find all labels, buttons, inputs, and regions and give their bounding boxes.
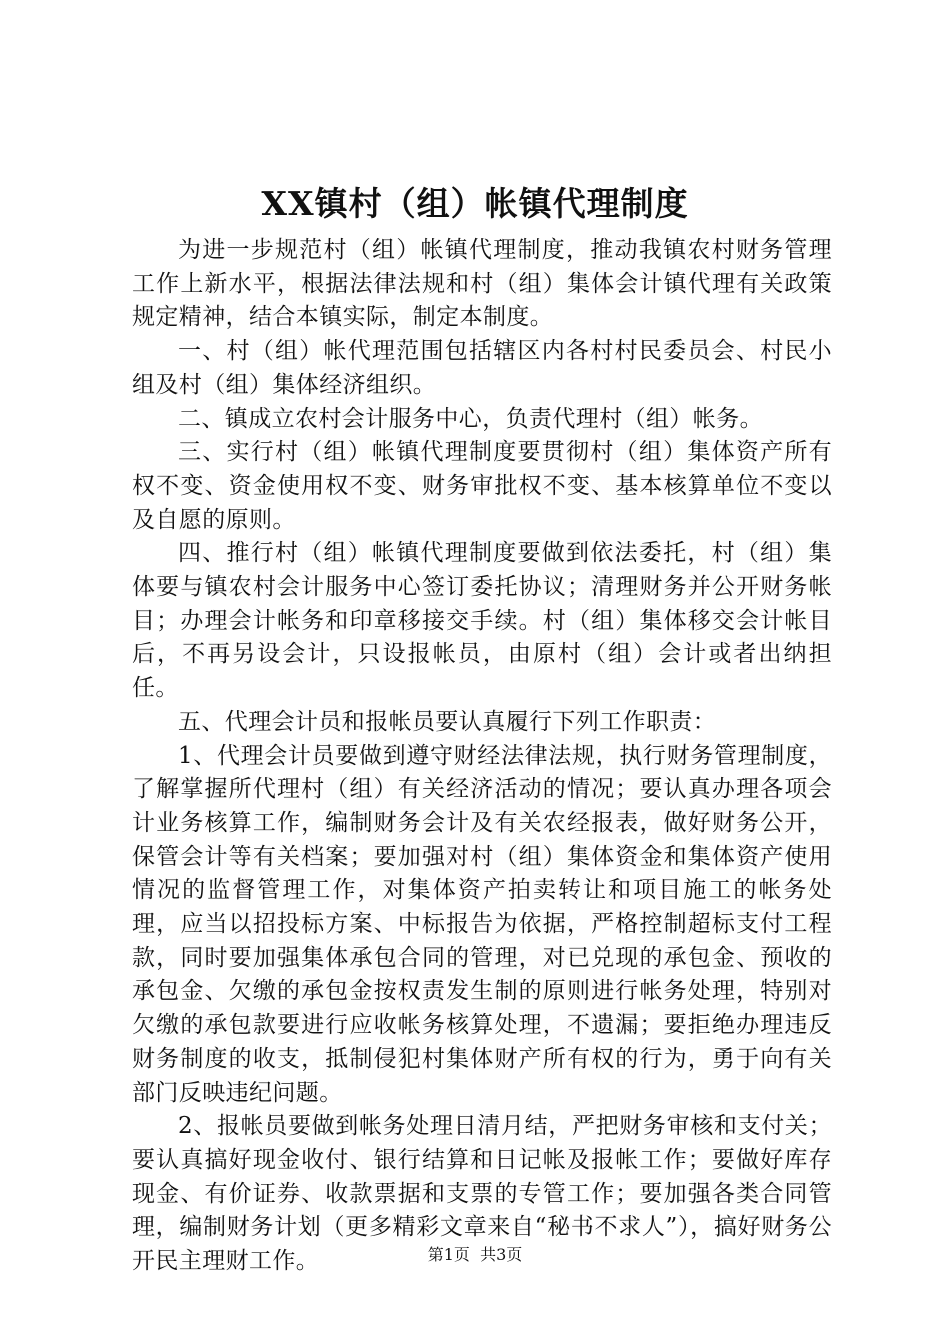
- paragraph-accountant-duties: 1、代理会计员要做到遵守财经法律法规，执行财务管理制度，了解掌握所代理村（组）有关经济活动的情况；要认真办理各项会计业务核算工作，编制财务会计及有关农经报表，做好财务公开，保管会计等有关档案；要加强对村（组）集体资金和集体资产使用情况的监督管理工作，对集体资产拍卖转让和项目施工的帐务处理，应当以招投标方案、中标报告为依据，严格控制超标支付工程款，同时要加强集体承包合同的管理，对已兑现的承包金、预收的承包金、欠缴的承包金按权责发生制的原则进行帐务处理，特别对欠缴的承包款要进行应收帐务核算处理，不遗漏；要拒绝办理违反财务制度的收支，抵制侵犯村集体财产所有权的行为，勇于向有关部门反映违纪问题。: [132, 742, 832, 1106]
- paragraph-intro: 为进一步规范村（组）帐镇代理制度，推动我镇农村财务管理工作上新水平，根据法律法规和村（组）集体会计镇代理有关政策规定精神，结合本镇实际，制定本制度。: [132, 237, 832, 331]
- paragraph-duties-heading: 五、代理会计员和报帐员要认真履行下列工作职责：: [178, 708, 717, 735]
- document-title: XX镇村（组）帐镇代理制度: [261, 184, 689, 223]
- paragraph-reporter-duties: 2、报帐员要做到帐务处理日清月结，严把财务审核和支付关；要认真搞好现金收付、银行结算和日记帐及报帐工作；要做好库存现金、有价证券、收款票据和支票的专管工作；要加强各类合同管理，编制财务计划（更多精彩文章来自“秘书不求人”），搞好财务公开民主理财工作。: [132, 1113, 832, 1275]
- document-body: [132, 234, 832, 1279]
- paragraph-implementation: 四、推行村（组）帐镇代理制度要做到依法委托，村（组）集体要与镇农村会计服务中心签订委托协议；清理财务并公开财务帐目；办理会计帐务和印章移接交手续。村（组）集体移交会计帐目后，不再另设会计，只设报帐员，由原村（组）会计或者出纳担任。: [132, 540, 832, 702]
- paragraph-scope: 一、村（组）帐代理范围包括辖区内各村村民委员会、村民小组及村（组）集体经济组织。: [132, 338, 832, 398]
- paragraph-principles: 三、实行村（组）帐镇代理制度要贯彻村（组）集体资产所有权不变、资金使用权不变、财务审批权不变、基本核算单位不变以及自愿的原则。: [132, 439, 832, 533]
- page-number-footer: 第1页 共3页: [427, 1245, 523, 1264]
- paragraph-service-center: 二、镇成立农村会计服务中心，负责代理村（组）帐务。: [178, 405, 763, 432]
